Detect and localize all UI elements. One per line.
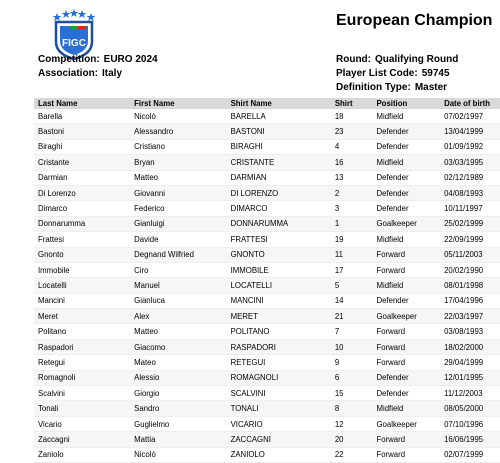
position-cell: Forward xyxy=(372,355,440,370)
position-cell: Midfield xyxy=(372,401,440,416)
date-of-birth-cell: 08/01/1998 xyxy=(440,278,500,293)
shirt-name-cell: DI LORENZO xyxy=(227,185,331,200)
last-name-cell: Raspadori xyxy=(34,339,130,354)
last-name-cell: Romagnoli xyxy=(34,370,130,385)
date-of-birth-cell: 29/04/1999 xyxy=(440,355,500,370)
shirt-number-cell: 6 xyxy=(331,370,373,385)
table-row xyxy=(34,401,500,416)
shirt-number-cell: 17 xyxy=(331,262,373,277)
last-name-cell: Di Lorenzo xyxy=(34,185,130,200)
table-row xyxy=(34,185,500,200)
first-name-cell: Federico xyxy=(130,201,226,216)
date-of-birth-cell: 10/11/1997 xyxy=(440,201,500,216)
shirt-name-cell: BASTONI xyxy=(227,124,331,139)
date-of-birth-cell: 16/06/1995 xyxy=(440,432,500,447)
position-cell: Defender xyxy=(372,139,440,154)
first-name-cell: Giacomo xyxy=(130,339,226,354)
date-of-birth-cell: 12/01/1995 xyxy=(440,370,500,385)
shirt-name-cell: MANCINI xyxy=(227,293,331,308)
position-cell: Goalkeeper xyxy=(372,309,440,324)
position-cell: Defender xyxy=(372,185,440,200)
table-row xyxy=(34,293,500,308)
date-of-birth-cell: 07/10/1996 xyxy=(440,416,500,431)
table-row xyxy=(34,355,500,370)
date-of-birth-cell: 03/08/1993 xyxy=(440,324,500,339)
table-row xyxy=(34,201,500,216)
table-row xyxy=(34,416,500,431)
col-header-last-name: Last Name xyxy=(34,98,130,109)
date-of-birth-cell: 20/02/1990 xyxy=(440,262,500,277)
last-name-cell: Cristante xyxy=(34,155,130,170)
shirt-number-cell: 5 xyxy=(331,278,373,293)
shirt-name-cell: ROMAGNOLI xyxy=(227,370,331,385)
table-row xyxy=(34,324,500,339)
position-cell: Midfield xyxy=(372,109,440,124)
table-row xyxy=(34,139,500,154)
shirt-name-cell: IMMOBILE xyxy=(227,262,331,277)
date-of-birth-cell: 13/04/1999 xyxy=(440,124,500,139)
first-name-cell: Manuel xyxy=(130,278,226,293)
player-list-code-line xyxy=(336,68,450,79)
last-name-cell: Zaniolo xyxy=(34,447,130,462)
first-name-cell: Giovanni xyxy=(130,185,226,200)
shirt-name-cell: BARELLA xyxy=(227,109,331,124)
first-name-cell: Guglielmo xyxy=(130,416,226,431)
position-cell: Defender xyxy=(372,170,440,185)
position-cell: Defender xyxy=(372,124,440,139)
col-header-date-of-birth: Date of birth xyxy=(440,98,500,109)
first-name-cell: Mattia xyxy=(130,432,226,447)
position-cell: Goalkeeper xyxy=(372,416,440,431)
first-name-cell: Davide xyxy=(130,232,226,247)
shirt-number-cell: 18 xyxy=(331,109,373,124)
table-row xyxy=(34,170,500,185)
shirt-name-cell: VICARIO xyxy=(227,416,331,431)
position-cell: Forward xyxy=(372,447,440,462)
date-of-birth-cell: 02/07/1999 xyxy=(440,447,500,462)
definition-type-line xyxy=(336,82,447,93)
col-header-position: Position xyxy=(372,98,440,109)
definition-type-label: Definition Type: xyxy=(336,82,411,93)
last-name-cell: Dimarco xyxy=(34,201,130,216)
shirt-name-cell: POLITANO xyxy=(227,324,331,339)
association-value: Italy xyxy=(102,68,123,79)
round-line xyxy=(336,54,458,65)
first-name-cell: Gianluca xyxy=(130,293,226,308)
last-name-cell: Donnarumma xyxy=(34,216,130,231)
position-cell: Defender xyxy=(372,201,440,216)
date-of-birth-cell: 05/11/2003 xyxy=(440,247,500,262)
shirt-number-cell: 13 xyxy=(331,170,373,185)
shirt-number-cell: 4 xyxy=(331,139,373,154)
table-row xyxy=(34,124,500,139)
first-name-cell: Ciro xyxy=(130,262,226,277)
last-name-cell: Mancini xyxy=(34,293,130,308)
position-cell: Midfield xyxy=(372,232,440,247)
table-row xyxy=(34,339,500,354)
shirt-number-cell: 3 xyxy=(331,201,373,216)
association-label: Association: xyxy=(38,68,99,79)
shirt-number-cell: 22 xyxy=(331,447,373,462)
position-cell: Defender xyxy=(372,386,440,401)
player-list-code-value: 59745 xyxy=(421,68,450,79)
last-name-cell: Darmian xyxy=(34,170,130,185)
position-cell: Goalkeeper xyxy=(372,216,440,231)
stars xyxy=(53,9,96,21)
shirt-name-cell: CRISTANTE xyxy=(227,155,331,170)
date-of-birth-cell: 22/09/1999 xyxy=(440,232,500,247)
table-row xyxy=(34,309,500,324)
position-cell: Forward xyxy=(372,247,440,262)
position-cell: Defender xyxy=(372,293,440,308)
logo-text: FIGC xyxy=(62,38,86,49)
definition-type-value: Master xyxy=(414,82,448,93)
shirt-number-cell: 21 xyxy=(331,309,373,324)
position-cell: Forward xyxy=(372,324,440,339)
shirt-number-cell: 2 xyxy=(331,185,373,200)
shirt-name-cell: RASPADORI xyxy=(227,339,331,354)
first-name-cell: Nicolò xyxy=(130,109,226,124)
shirt-number-cell: 8 xyxy=(331,401,373,416)
shirt-name-cell: ZACCAGNI xyxy=(227,432,331,447)
date-of-birth-cell: 11/12/2003 xyxy=(440,386,500,401)
last-name-cell: Tonali xyxy=(34,401,130,416)
shirt-name-cell: BIRAGHI xyxy=(227,139,331,154)
shirt-name-cell: RETEGUI xyxy=(227,355,331,370)
shirt-number-cell: 7 xyxy=(331,324,373,339)
table-header-row xyxy=(34,98,500,109)
shirt-name-cell: LOCATELLI xyxy=(227,278,331,293)
first-name-cell: Alex xyxy=(130,309,226,324)
date-of-birth-cell: 03/03/1995 xyxy=(440,155,500,170)
position-cell: Midfield xyxy=(372,278,440,293)
table-row xyxy=(34,232,500,247)
table-row xyxy=(34,155,500,170)
col-header-shirt: Shirt xyxy=(331,98,373,109)
last-name-cell: Locatelli xyxy=(34,278,130,293)
shirt-number-cell: 14 xyxy=(331,293,373,308)
position-cell: Forward xyxy=(372,262,440,277)
first-name-cell: Mateo xyxy=(130,355,226,370)
table-row xyxy=(34,216,500,231)
last-name-cell: Barella xyxy=(34,109,130,124)
last-name-cell: Immobile xyxy=(34,262,130,277)
competition-line xyxy=(38,54,158,65)
date-of-birth-cell: 04/08/1993 xyxy=(440,185,500,200)
shirt-name-cell: MERET xyxy=(227,309,331,324)
position-cell: Forward xyxy=(372,339,440,354)
first-name-cell: Alessandro xyxy=(130,124,226,139)
date-of-birth-cell: 22/03/1997 xyxy=(440,309,500,324)
shirt-number-cell: 9 xyxy=(331,355,373,370)
first-name-cell: Matteo xyxy=(130,324,226,339)
date-of-birth-cell: 01/09/1992 xyxy=(440,139,500,154)
shirt-name-cell: DIMARCO xyxy=(227,201,331,216)
competition-value: EURO 2024 xyxy=(103,54,158,65)
competition-label: Competition: xyxy=(38,54,100,65)
association-line xyxy=(38,68,122,79)
table-row xyxy=(34,278,500,293)
position-cell: Defender xyxy=(372,370,440,385)
last-name-cell: Vicario xyxy=(34,416,130,431)
shirt-number-cell: 16 xyxy=(331,155,373,170)
last-name-cell: Bastoni xyxy=(34,124,130,139)
player-list-table xyxy=(34,98,500,463)
last-name-cell: Gnonto xyxy=(34,247,130,262)
shirt-name-cell: TONALI xyxy=(227,401,331,416)
last-name-cell: Zaccagni xyxy=(34,432,130,447)
shirt-name-cell: DARMIAN xyxy=(227,170,331,185)
last-name-cell: Retegui xyxy=(34,355,130,370)
player-list-code-label: Player List Code: xyxy=(336,68,418,79)
first-name-cell: Cristiano xyxy=(130,139,226,154)
first-name-cell: Degnand Wilfried xyxy=(130,247,226,262)
shirt-name-cell: SCALVINI xyxy=(227,386,331,401)
shirt-name-cell: ZANIOLO xyxy=(227,447,331,462)
first-name-cell: Gianluigi xyxy=(130,216,226,231)
date-of-birth-cell: 08/05/2000 xyxy=(440,401,500,416)
first-name-cell: Matteo xyxy=(130,170,226,185)
date-of-birth-cell: 07/02/1997 xyxy=(440,109,500,124)
shirt-number-cell: 1 xyxy=(331,216,373,231)
table-row xyxy=(34,247,500,262)
shirt-number-cell: 10 xyxy=(331,339,373,354)
table-row xyxy=(34,109,500,124)
last-name-cell: Politano xyxy=(34,324,130,339)
shirt-name-cell: DONNARUMMA xyxy=(227,216,331,231)
table-row xyxy=(34,262,500,277)
shirt-number-cell: 12 xyxy=(331,416,373,431)
position-cell: Forward xyxy=(372,432,440,447)
first-name-cell: Sandro xyxy=(130,401,226,416)
table-row xyxy=(34,447,500,462)
figc-logo xyxy=(46,8,102,60)
table-row xyxy=(34,370,500,385)
document-title: European Champion xyxy=(336,12,493,29)
last-name-cell: Frattesi xyxy=(34,232,130,247)
shirt-number-cell: 15 xyxy=(331,386,373,401)
position-cell: Midfield xyxy=(372,155,440,170)
date-of-birth-cell: 17/04/1996 xyxy=(440,293,500,308)
table-row xyxy=(34,432,500,447)
shirt-number-cell: 19 xyxy=(331,232,373,247)
shirt-name-cell: FRATTESI xyxy=(227,232,331,247)
col-header-first-name: First Name xyxy=(130,98,226,109)
first-name-cell: Nicolò xyxy=(130,447,226,462)
shirt-number-cell: 11 xyxy=(331,247,373,262)
date-of-birth-cell: 18/02/2000 xyxy=(440,339,500,354)
col-header-shirt-name: Shirt Name xyxy=(227,98,331,109)
shirt-name-cell: GNONTO xyxy=(227,247,331,262)
round-label: Round: xyxy=(336,54,371,65)
date-of-birth-cell: 02/12/1989 xyxy=(440,170,500,185)
first-name-cell: Giorgio xyxy=(130,386,226,401)
date-of-birth-cell: 25/02/1999 xyxy=(440,216,500,231)
table-row xyxy=(34,386,500,401)
last-name-cell: Biraghi xyxy=(34,139,130,154)
first-name-cell: Alessio xyxy=(130,370,226,385)
shirt-number-cell: 20 xyxy=(331,432,373,447)
last-name-cell: Scalvini xyxy=(34,386,130,401)
last-name-cell: Meret xyxy=(34,309,130,324)
first-name-cell: Bryan xyxy=(130,155,226,170)
table-body xyxy=(34,109,500,462)
round-value: Qualifying Round xyxy=(375,54,459,65)
shirt-number-cell: 23 xyxy=(331,124,373,139)
